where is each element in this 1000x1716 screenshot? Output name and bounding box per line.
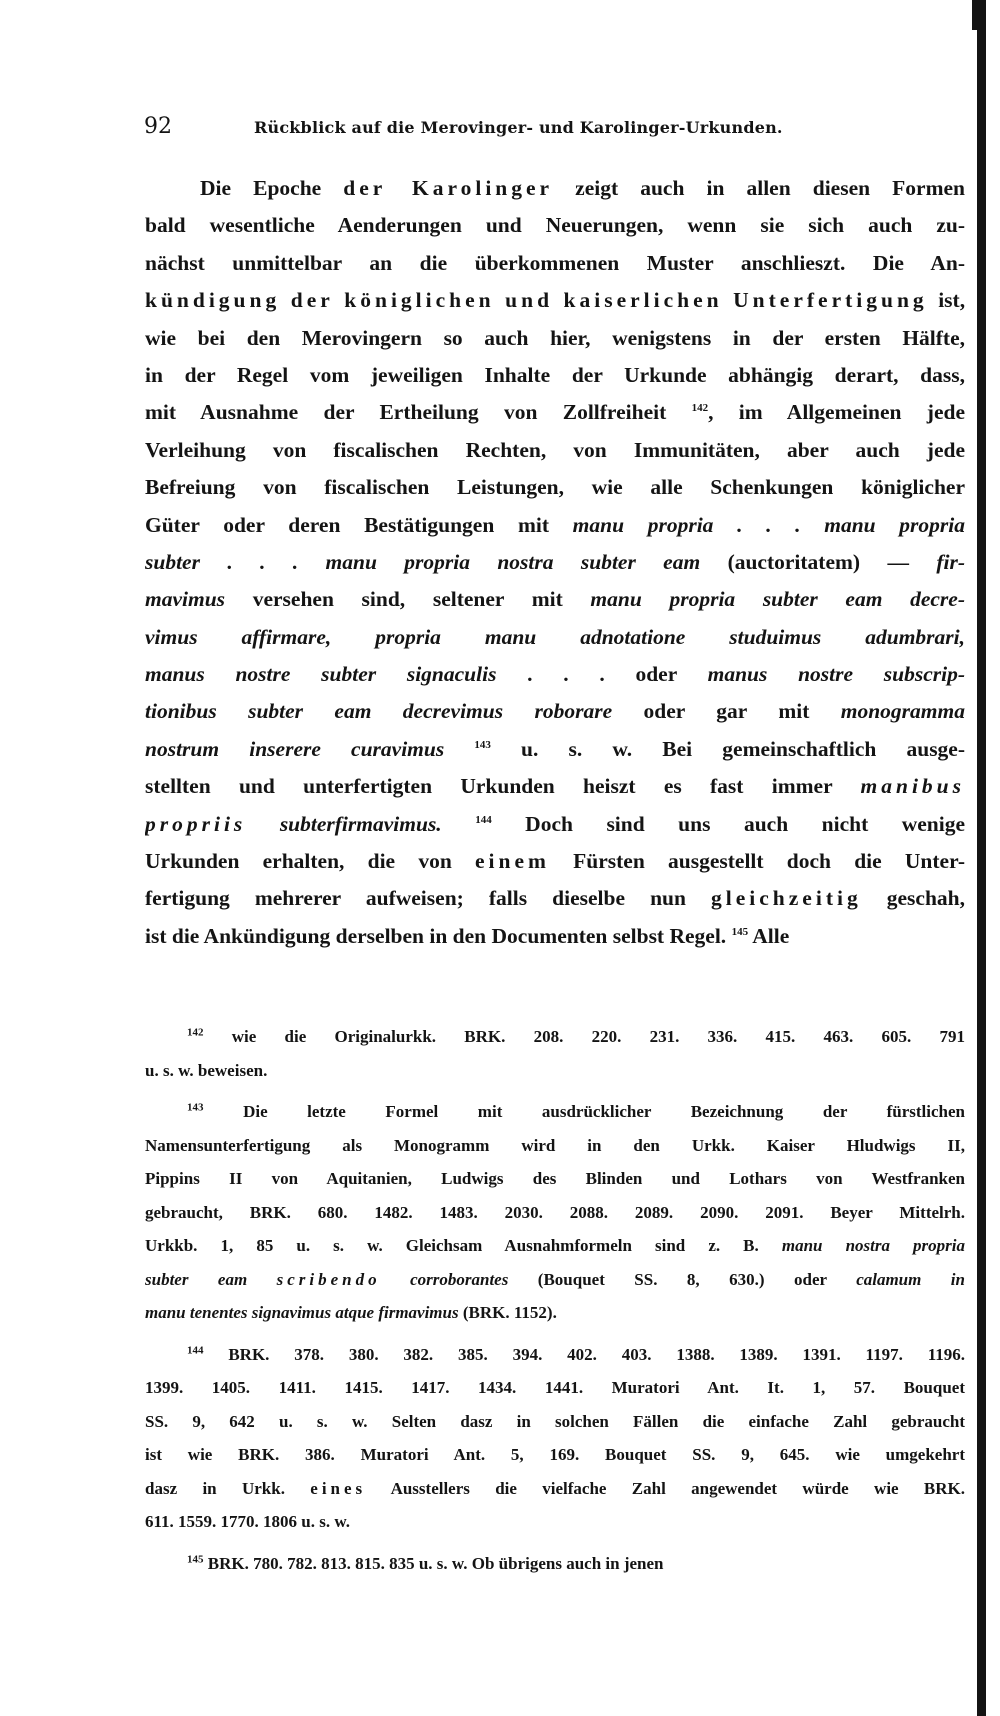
text-run: manu nostra propria: [781, 1236, 965, 1255]
text-run: (auctoritatem) —: [700, 549, 937, 574]
text-run: [723, 288, 734, 312]
footnote-line: [145, 1129, 965, 1163]
text-line: [145, 245, 965, 282]
footnote-145: [145, 1547, 965, 1581]
text-line: [145, 880, 965, 917]
text-run: Urkkb. 1, 85 u. s. w. Gleichsam Ausnahmformeln sind z. B.: [145, 1236, 782, 1255]
text-run: Pippins II von Aquitanien, Ludwigs des Blinden und Lothars von Westfranken: [145, 1169, 965, 1188]
text-line: [145, 282, 965, 319]
footnote-line: [145, 1229, 965, 1263]
text-run: tionibus subter eam decrevimus roborare: [145, 699, 613, 724]
footnote-line: [145, 1054, 965, 1088]
footnote-ref: 145: [731, 925, 749, 938]
text-run: ist wie BRK. 386. Muratori Ant. 5, 169. Bouquet SS. 9, 645. wie umgekehrt: [145, 1445, 965, 1464]
text-run: u. s. w. Bei gemeinschaftlich ausge-: [490, 736, 965, 761]
text-run: Unterfertigung: [733, 288, 928, 313]
text-run: Doch sind uns auch nicht wenige: [491, 811, 965, 836]
text-run: manu propria subter eam decre-: [590, 587, 965, 612]
text-line: [145, 544, 965, 581]
text-run: monogramma: [840, 699, 965, 724]
footnote-ref: 143: [474, 738, 491, 751]
text-run: Urkunden erhalten, die von: [145, 849, 475, 874]
text-run: Güter oder deren Bestätigungen mit: [145, 512, 573, 537]
text-run: ist die Ankündigung derselben in den Documenten selbst Regel.: [145, 923, 732, 948]
text-line: [145, 207, 965, 244]
text-line: [145, 581, 965, 618]
text-run: subter . . . manu propria nostra subter eam: [145, 549, 701, 574]
text-run: propriis: [145, 811, 247, 836]
text-run: Ausstellers die vielfache Zahl angewendet würde wie BRK.: [366, 1478, 965, 1498]
text-run: 611. 1559. 1770. 1806 u. s. w.: [145, 1512, 350, 1531]
footnote-line: [145, 1371, 965, 1405]
main-paragraph: [145, 170, 965, 955]
footnote-line: [145, 1505, 965, 1539]
text-run: . . . oder: [496, 662, 708, 687]
footnote-line: [145, 1405, 965, 1439]
text-run: [442, 812, 476, 836]
text-line: [145, 806, 965, 843]
text-line: [145, 918, 965, 955]
text-run: [280, 288, 291, 312]
text-run: mavimus: [145, 587, 226, 612]
text-run: manu tenentes signavimus atque firmavimus: [145, 1303, 459, 1322]
text-run: eines: [310, 1478, 367, 1498]
text-run: manibus: [860, 774, 965, 799]
running-header: [144, 114, 864, 139]
footnote-line: [145, 1196, 965, 1230]
text-run: kündigung: [145, 288, 281, 313]
text-run: vimus affirmare, propria manu adnotatione studuimus adumbrari,: [145, 624, 965, 649]
text-run: zeigt auch in allen diesen Formen: [553, 176, 965, 200]
text-run: Verleihung von fiscalischen Rechten, von Immunitäten, aber auch jede: [145, 437, 965, 462]
text-line: [145, 394, 965, 431]
footnote-line: [145, 1547, 965, 1581]
text-run: [334, 288, 345, 312]
text-run: scribendo: [276, 1269, 381, 1289]
text-line: [145, 656, 965, 693]
text-run: [495, 288, 506, 312]
text-run: Namensunterfertigung als Monogramm wird in den Urkk. Kaiser Hludwigs II,: [145, 1135, 965, 1155]
text-run: gebraucht, BRK. 680. 1482. 1483. 2030. 2088. 2089. 2090. 2091. Beyer Mittelrh.: [145, 1202, 965, 1222]
page-edge-shadow: [977, 0, 986, 1716]
page-number: 92: [144, 114, 172, 139]
text-run: der Karolinger: [343, 176, 554, 200]
text-run: manu propria . . . manu propria: [572, 512, 965, 537]
footnote-number: 143: [187, 1101, 204, 1114]
text-run: wie die Originalurkk. BRK. 208. 220. 231. 336. 415. 463. 605. 791: [231, 1027, 965, 1046]
text-run: kaiserlichen: [563, 288, 723, 313]
footnote-line: [145, 1338, 965, 1372]
text-run: subterfirmavimus.: [279, 811, 442, 836]
text-run: dasz in Urkk.: [145, 1478, 311, 1498]
text-run: , im Allgemeinen jede: [708, 400, 965, 425]
footnote-line: [145, 1095, 965, 1129]
text-run: calamum in: [856, 1269, 965, 1289]
text-run: Alle: [748, 923, 790, 948]
text-run: Die Epoche: [200, 176, 344, 200]
footnote-ref: 144: [475, 813, 492, 826]
footnote-line: [145, 1162, 965, 1196]
text-run: einem: [475, 849, 550, 874]
text-line: [145, 843, 965, 880]
footnote-line: [145, 1438, 965, 1472]
text-run: nostrum inserere curavimus: [145, 736, 445, 761]
text-line: [145, 357, 965, 394]
text-run: gleichzeitig: [711, 886, 862, 911]
text-run: 1399. 1405. 1411. 1415. 1417. 1434. 1441. Muratori Ant. It. 1, 57. Bouquet: [145, 1378, 965, 1397]
footnote-line: [145, 1020, 965, 1054]
text-run: und: [505, 288, 554, 313]
text-line: [145, 432, 965, 469]
footnote-144: [145, 1338, 965, 1539]
text-run: bald wesentliche Aenderungen und Neuerungen, wenn sie sich auch zu-: [145, 213, 965, 238]
text-line: [145, 469, 965, 506]
text-line: [145, 619, 965, 656]
footnote-143: [145, 1095, 965, 1330]
text-run: SS. 9, 642 u. s. w. Selten dasz in solchen Fällen die einfache Zahl gebraucht: [145, 1411, 965, 1431]
text-run: (Bouquet SS. 8, 630.) oder: [508, 1269, 857, 1289]
footnotes: [145, 1020, 965, 1580]
footnote-number: 142: [187, 1026, 204, 1039]
text-run: BRK. 780. 782. 813. 815. 835 u. s. w. Ob übrigens auch in jenen: [207, 1553, 664, 1573]
text-run: Fürsten ausgestellt doch die Unter-: [549, 849, 965, 874]
text-run: [246, 812, 280, 836]
text-run: [553, 288, 564, 312]
footnote-number: 145: [187, 1552, 204, 1565]
text-run: BRK. 378. 380. 382. 385. 394. 402. 403. 1388. 1389. 1391. 1197. 1196.: [228, 1344, 965, 1364]
footnote-142: [145, 1020, 965, 1087]
text-run: oder gar mit: [612, 699, 841, 724]
text-run: fertigung mehrerer aufweisen; falls dieselbe nun: [145, 886, 712, 911]
text-run: Befreiung von fiscalischen Leistungen, wie alle Schenkungen königlicher: [145, 475, 965, 500]
text-line: [145, 320, 965, 357]
text-run: u. s. w. beweisen.: [145, 1060, 268, 1080]
footnote-line: [145, 1263, 965, 1297]
text-run: (BRK. 1152).: [458, 1303, 557, 1322]
text-run: fir-: [936, 549, 965, 574]
footnote-line: [145, 1296, 965, 1330]
text-run: Die letzte Formel mit ausdrücklicher Bezeichnung der fürstlichen: [243, 1102, 965, 1121]
text-run: subter eam: [145, 1269, 277, 1289]
footnote-number: 144: [187, 1343, 204, 1356]
text-line: [145, 507, 965, 544]
text-run: mit Ausnahme der Ertheilung von Zollfreiheit: [145, 400, 692, 425]
text-line: [145, 170, 965, 207]
text-run: [444, 737, 474, 761]
running-title: Rückblick auf die Merovinger- und Karolinger-Urkunden.: [254, 118, 783, 137]
text-run: in der Regel vom jeweiligen Inhalte der Urkunde abhängig derart, dass,: [145, 362, 965, 387]
text-line: [145, 768, 965, 805]
text-run: geschah,: [861, 886, 965, 911]
text-line: [145, 693, 965, 730]
text-run: corroborantes: [380, 1269, 509, 1289]
text-run: versehen sind, seltener mit: [225, 587, 591, 612]
footnote-line: [145, 1472, 965, 1506]
text-run: manus nostre subter signaculis: [145, 662, 497, 687]
text-run: ist,: [927, 288, 965, 313]
text-run: der: [290, 288, 334, 313]
text-run: manus nostre subscrip-: [707, 662, 965, 687]
text-run: wie bei den Merovingern so auch hier, wenigstens in der ersten Hälfte,: [145, 325, 965, 350]
text-line: [145, 731, 965, 768]
text-run: stellten und unterfertigten Urkunden heiszt es fast immer: [145, 774, 861, 799]
text-run: nächst unmittelbar an die überkommenen Muster anschlieszt. Die An-: [145, 250, 965, 275]
text-run: königlichen: [344, 288, 495, 313]
footnote-ref: 142: [691, 402, 709, 415]
